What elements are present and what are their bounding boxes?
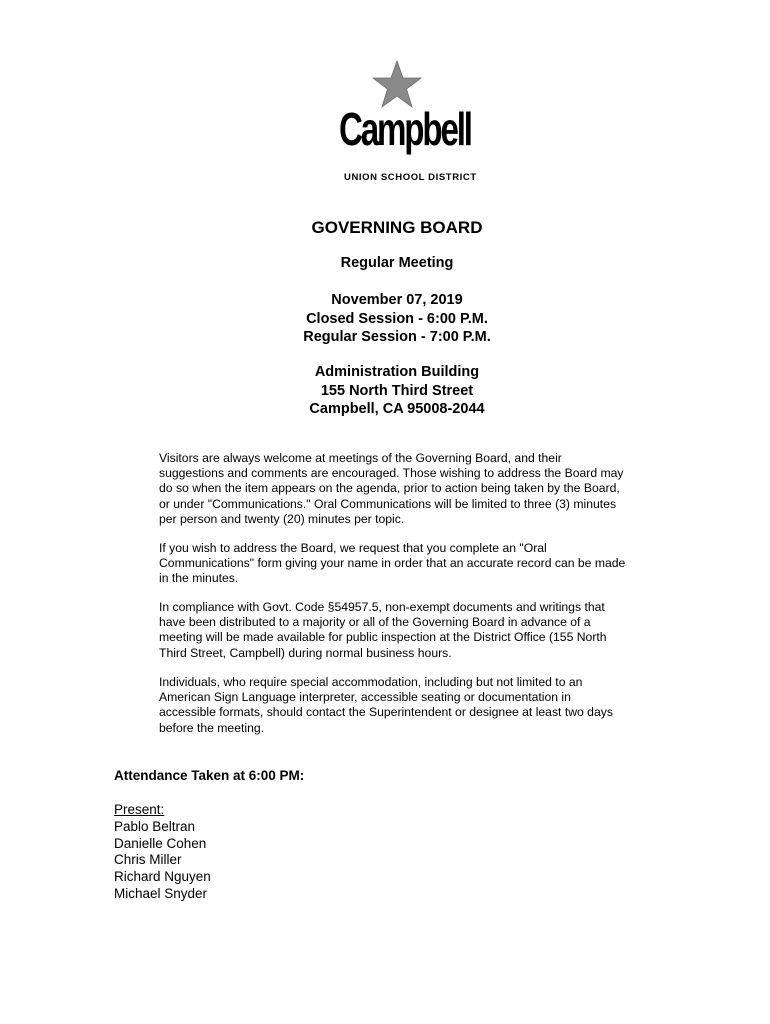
list-item: Chris Miller [114, 852, 182, 868]
list-item: Richard Nguyen [114, 869, 211, 885]
visitors-paragraph: Visitors are always welcome at meetings of the Governing Board, and their suggestions and comments are encouraged. Those wishing to address the Board may do so when the item appears on the agenda, prior to action being taken by the Board, or under "Communications." Oral Communications will be limited to three (3) minutes per person and twenty (20) minutes per topic. [159, 451, 624, 526]
list-item: Danielle Cohen [114, 835, 207, 851]
compliance-paragraph: In compliance with Govt. Code §54957.5, non-exempt documents and writings that have been distributed to a majority or all of the Governing Board in advance of a meeting will be made available for public inspection at the District Office (155 North Third Street, Campbell) during normal business hours. [159, 600, 607, 660]
accommodation-paragraph: Individuals, who require special accommodation, including but not limited to an American Sign Language interpreter, accessible seating or documentation in accessible formats, should contact the Superintendent or designee at least two days before the meeting. [159, 675, 613, 735]
regular-session-time: Regular Session - 7:00 P.M. [303, 329, 491, 345]
logo-wordmark: Campbell [339, 103, 471, 155]
present-label: Present: [114, 802, 165, 817]
oral-communications-paragraph: If you wish to address the Board, we request that you complete an "Oral Communications" form giving your name in order that an accurate record can be made in the minutes. [159, 541, 626, 586]
meeting-schedule [200, 291, 594, 347]
location-street: 155 North Third Street [320, 382, 474, 399]
location-city: Campbell, CA 95008-2044 [309, 401, 485, 417]
district-logo [335, 60, 485, 190]
closed-session-time: Closed Session - 6:00 P.M. [306, 310, 488, 327]
list-item: Pablo Beltran [114, 818, 196, 834]
list-item: Michael Snyder [114, 885, 208, 901]
page-title: GOVERNING BOARD [311, 218, 483, 237]
meeting-location [200, 363, 594, 419]
location-name: Administration Building [314, 364, 480, 380]
meeting-type: Regular Meeting [340, 255, 454, 271]
attendance-heading: Attendance Taken at 6:00 PM: [114, 768, 305, 783]
meeting-date: November 07, 2019 [331, 292, 463, 308]
logo-district-name: UNION SCHOOL DISTRICT [344, 172, 477, 183]
present-list [114, 802, 211, 903]
